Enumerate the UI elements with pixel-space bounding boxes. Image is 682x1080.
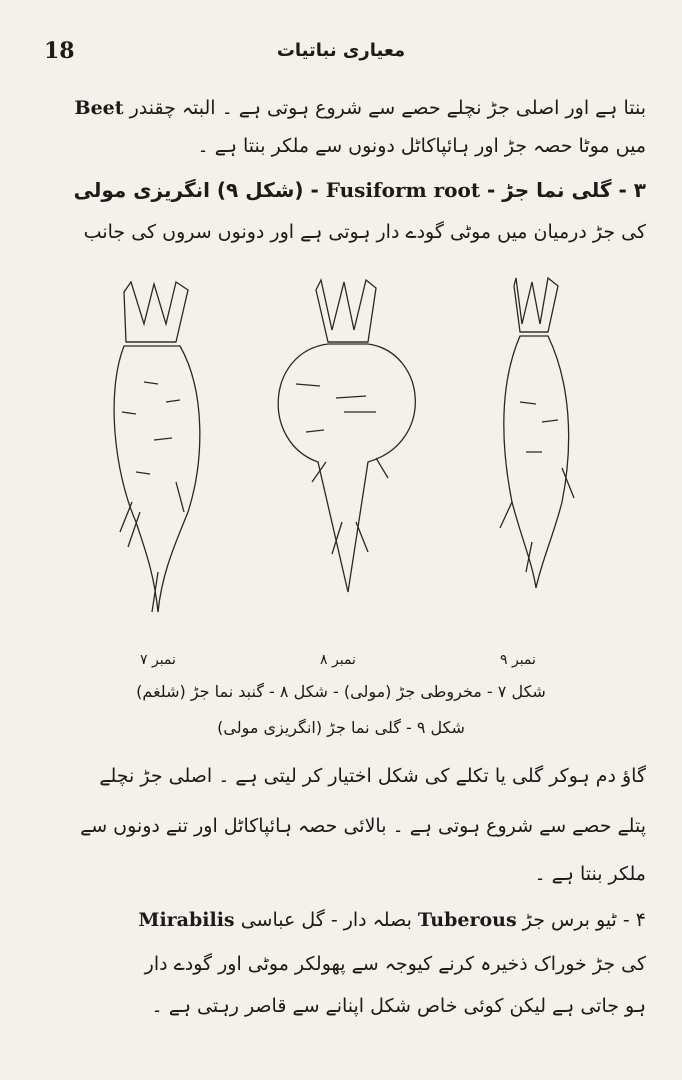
- paragraph-2-line-3: ملکر بنتا ہے ۔: [534, 863, 646, 885]
- root-illustrations: [96, 272, 596, 642]
- paragraph-2-line-2: پتلے حصے سے شروع ہوتی ہے ۔ بالائی حصہ ہائپاکاٹل اور تنے دونوں سے: [80, 815, 646, 837]
- section-3-line-2: کی جڑ درمیان میں موٹی گودے دار ہوتی ہے اور دونوں سروں کی جانب: [83, 221, 646, 243]
- latin-term-mirabilis: Mirabilis: [138, 909, 235, 931]
- conical-root-drawing: [114, 282, 200, 612]
- paragraph-text: بنتا ہے اور اصلی جڑ نچلے حصے سے شروع ہوتی ہے ۔ البتہ چقندر: [129, 97, 646, 119]
- figure-caption-line-1: شکل ۷ - مخروطی جڑ (مولی) - شکل ۸ - گنبد نما جڑ (شلغم): [136, 682, 546, 701]
- figure-label-8: نمبر ۸: [320, 652, 356, 668]
- napiform-root-drawing: [278, 280, 415, 592]
- paragraph-1-line-2: میں موٹا حصہ جڑ اور ہائپاکاٹل دونوں سے ملکر بنتا ہے ۔: [197, 135, 646, 157]
- latin-term-beet: Beet: [74, 97, 124, 119]
- section-4-heading-mid: بصلہ دار - گل عباسی: [240, 909, 412, 931]
- section-4-heading-number: ۴ - ٹیو برس جڑ: [522, 909, 646, 931]
- figure-label-9: نمبر ۹: [500, 652, 536, 668]
- figure-caption-line-2: شکل ۹ - گلی نما جڑ (انگریزی مولی): [217, 718, 465, 737]
- section-3-heading-tail: - (شکل ۹) انگریزی مولی: [73, 178, 319, 202]
- page-number: 18: [44, 38, 75, 64]
- paragraph-2-line-1: گاؤ دم ہوکر گلی یا تکلے کی شکل اختیار کر لیتی ہے ۔ اصلی جڑ نچلے: [99, 765, 646, 787]
- latin-term-tuberous: Tuberous: [417, 909, 517, 931]
- figure-label-7: نمبر ۷: [140, 652, 176, 668]
- running-title: معیاری نباتیات: [276, 40, 406, 61]
- latin-term-fusiform-root: Fusiform root: [325, 178, 481, 202]
- section-4-line-1: [36, 906, 646, 934]
- section-4-line-2: کی جڑ خوراک ذخیرہ کرنے کیوجہ سے پھولکر موٹی اور گودے دار: [144, 953, 646, 975]
- section-4-line-3: ہو جاتی ہے لیکن کوئی خاص شکل اپنانے سے قاصر رہتی ہے ۔: [151, 995, 646, 1017]
- paragraph-1-line-1: [36, 94, 646, 122]
- fusiform-root-drawing: [500, 278, 574, 588]
- section-3-heading-number: ۳ - گلی نما جڑ -: [487, 178, 646, 202]
- section-3-heading: [36, 176, 646, 204]
